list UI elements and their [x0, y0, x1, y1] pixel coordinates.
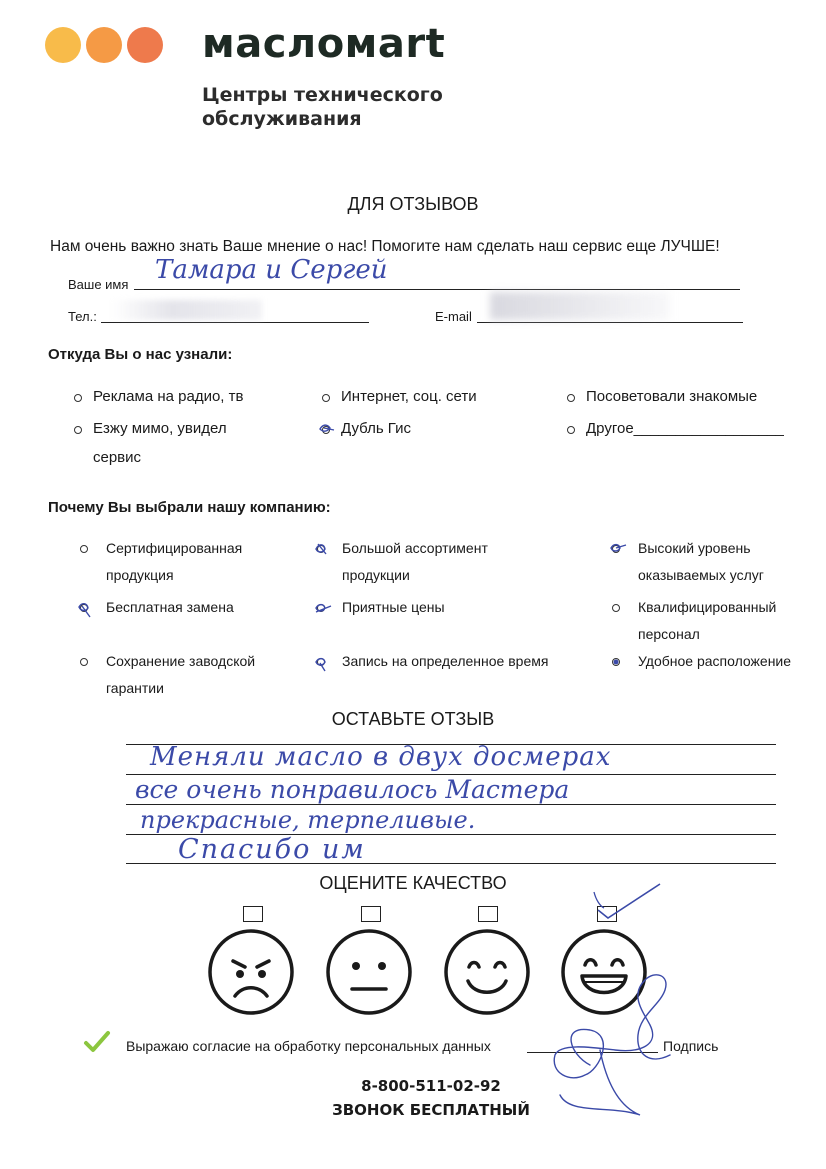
source-bullet-1[interactable]	[74, 394, 82, 402]
rating-checkbox-smile[interactable]	[478, 906, 498, 922]
name-label: Ваше имя	[68, 277, 129, 292]
reason-option-service-level	[638, 535, 764, 589]
review-line-3[interactable]	[126, 804, 776, 805]
reason-bullet-6[interactable]	[612, 604, 620, 612]
reason-bullet-7[interactable]	[80, 658, 88, 666]
email-label: E-mail	[435, 309, 472, 324]
reason-option-nice-prices: Приятные цены	[342, 599, 445, 615]
source-bullet-2[interactable]	[322, 394, 330, 402]
source-option-2gis: Дубль Гис	[341, 420, 411, 437]
phone-field-line[interactable]	[101, 322, 369, 323]
reason-check-mark-9	[611, 657, 621, 667]
reason-option-qualified-staff-line1: Квалифицированный	[638, 599, 777, 615]
name-handwritten: Тамара и Сергей	[155, 255, 388, 285]
reason-option-assortment	[342, 535, 488, 589]
source-bullet-6[interactable]	[567, 426, 575, 434]
rating-title: ОЦЕНИТЕ КАЧЕСТВО	[319, 873, 507, 893]
consent-text: Выражаю согласие на обработку персональных данных	[126, 1038, 491, 1054]
phone-redacted-blur	[112, 300, 262, 320]
source-option-passing-by-line1: Езжу мимо, увидел	[93, 420, 227, 437]
logo-dot-3	[127, 27, 163, 63]
source-option-passing-by	[93, 414, 227, 472]
reason-option-appointment: Запись на определенное время	[342, 653, 549, 669]
reason-option-warranty-line2: гарантии	[106, 680, 164, 696]
rating-checkbox-angry[interactable]	[243, 906, 263, 922]
name-field-line[interactable]	[134, 289, 740, 290]
footer-phone[interactable]: 8-800-511-02-92	[361, 1077, 501, 1095]
reasons-section-title: Почему Вы выбрали нашу компанию:	[48, 499, 331, 516]
reason-option-certified-line1: Сертифицированная	[106, 540, 243, 556]
brand-subtitle-line1: Центры технического	[202, 84, 443, 106]
reason-check-mark-4	[76, 598, 94, 620]
review-title: ОСТАВЬТЕ ОТЗЫВ	[331, 709, 495, 729]
review-handwritten-1: Меняли масло в двух досмерах	[150, 742, 612, 772]
brand-subtitle-line2: обслуживания	[202, 108, 362, 130]
reason-option-certified-line2: продукция	[106, 567, 174, 583]
logo-dot-1	[45, 27, 81, 63]
source-bullet-4[interactable]	[74, 426, 82, 434]
reason-option-free-replacement: Бесплатная замена	[106, 599, 234, 615]
source-section-title: Откуда Вы о нас узнали:	[48, 346, 233, 363]
reason-bullet-1[interactable]	[80, 545, 88, 553]
reason-option-assortment-line2: продукции	[342, 567, 410, 583]
reason-check-mark-2	[313, 540, 331, 558]
consent-check-icon	[83, 1030, 111, 1054]
reason-option-assortment-line1: Большой ассортимент	[342, 540, 488, 556]
reason-option-qualified-staff-line2: персонал	[638, 626, 700, 642]
reason-check-mark-3	[608, 540, 628, 556]
brand-logo-text: масломаrt	[202, 21, 446, 67]
email-redacted-blur	[490, 292, 670, 320]
source-bullet-3[interactable]	[567, 394, 575, 402]
review-handwritten-2: все очень понравилось Мастера	[135, 775, 570, 804]
review-handwritten-4: Спасибо им	[178, 834, 366, 865]
reason-option-qualified-staff	[638, 594, 776, 648]
reason-option-warranty-line1: Сохранение заводской	[106, 653, 256, 669]
logo-dot-2	[86, 27, 122, 63]
signature-scribble	[530, 955, 710, 1125]
form-intro: Нам очень важно знать Ваше мнение о нас! Помогите нам сделать наш сервис еще ЛУЧШЕ!	[50, 238, 720, 255]
rating-check-mark	[588, 880, 668, 925]
reason-option-warranty	[106, 648, 255, 702]
source-option-passing-by-line2: сервис	[93, 449, 142, 466]
phone-label: Тел.:	[68, 309, 97, 324]
face-smile-icon[interactable]	[441, 928, 533, 1016]
reason-option-location: Удобное расположение	[638, 653, 792, 669]
brand-subtitle	[202, 83, 443, 131]
reason-check-mark-8	[313, 654, 331, 674]
source-check-mark-5	[318, 420, 336, 436]
face-angry-icon[interactable]	[205, 928, 297, 1016]
reason-check-mark-5	[313, 600, 333, 616]
source-option-internet: Интернет, соц. сети	[341, 388, 477, 405]
signature-label: Подпись	[663, 1038, 719, 1054]
source-option-other: Другое__________________	[586, 420, 784, 437]
face-neutral-icon[interactable]	[323, 928, 415, 1016]
reason-option-certified	[106, 535, 242, 589]
footer-free-call: ЗВОНОК БЕСПЛАТНЫЙ	[332, 1101, 530, 1119]
form-title: ДЛЯ ОТЗЫВОВ	[347, 194, 479, 214]
source-option-friends: Посоветовали знакомые	[586, 388, 758, 405]
source-option-radio-tv: Реклама на радио, тв	[93, 388, 244, 405]
email-field-line[interactable]	[477, 322, 743, 323]
reason-option-service-level-line2: оказываемых услуг	[638, 567, 764, 583]
reason-option-service-level-line1: Высокий уровень	[638, 540, 751, 556]
review-handwritten-3: прекрасные, терпеливые.	[140, 806, 476, 834]
rating-checkbox-neutral[interactable]	[361, 906, 381, 922]
